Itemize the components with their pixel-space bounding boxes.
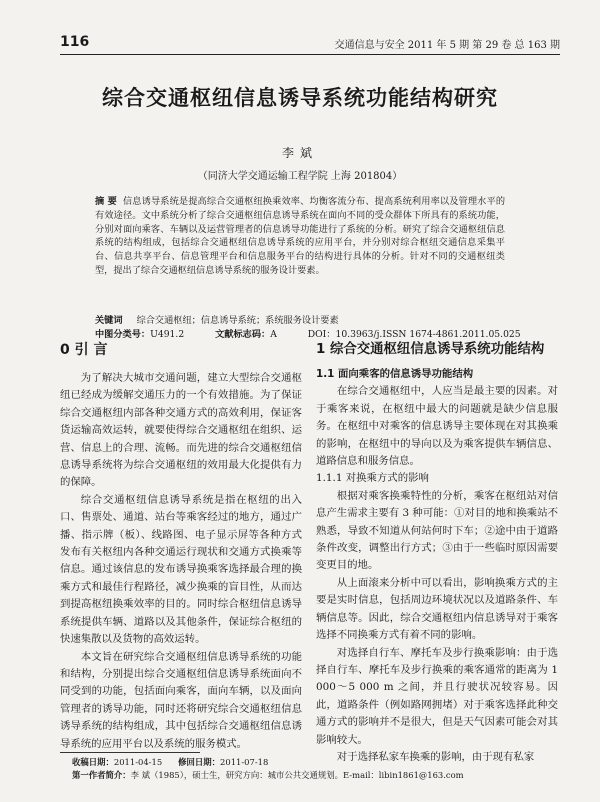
- abstract-label: 摘 要: [95, 196, 117, 207]
- footnote-divider: [60, 752, 200, 753]
- page-number: 116: [60, 34, 90, 50]
- dates-line: [72, 756, 572, 769]
- section-heading-1: 1 综合交通枢纽信息诱导系统功能结构: [316, 342, 545, 357]
- received-label: 收稿日期：: [72, 757, 114, 767]
- footnote: [72, 756, 572, 782]
- intro-paragraph: 为了解决大城市交通问题，建立大型综合交通枢纽已经成为缓解交通压力的一个有效措施。为了保证综合交通枢纽内部各种交通方式的高效利用，保证客货运输高效运转，就要使得综合交通枢纽在组织、运营、信息上的合理、流畅。而先进的综合交通枢纽信息诱导系统将为综合交通枢纽的效用最大化提供有力的保障。: [60, 372, 302, 489]
- received-date: 2011-04-15: [113, 757, 163, 767]
- author-intro-label: 第一作者简介：: [72, 770, 131, 780]
- keywords-label: 关键词: [95, 315, 123, 326]
- left-column: [60, 340, 302, 753]
- journal-info: 交通信息与安全 2011 年 5 期 第 29 卷 总 163 期: [334, 40, 560, 51]
- body-paragraph: 根据对乘客换乘特性的分析，乘客在枢纽站对信息产生需求主要有 3 种可能：①对目的地和换乘站不熟悉，导致不知道从何站何时下车；②途中由于道路条件改变，调整出行方式；③由于一些临时原因需要变更目的地。: [316, 489, 558, 572]
- doi: DOI：10.3963/j.ISSN 1674-4861.2011.05.025: [307, 329, 521, 340]
- abstract-text: 信息诱导系统是提高综合交通枢纽换乘效率、均衡客流分布、提高系统利用率以及管理水平的有效途径。文中系统分析了综合交通枢纽信息诱导系统在面向不同的受众群体下所具有的系统功能，分别对面向乘客、车辆以及运营管理者的信息诱导功能进行了系统的分析。研究了综合交通枢纽信息系统的结构组成，包括综合交通枢纽信息诱导系统的应用平台，并分别对综合枢纽交通信息采集平台、信息共享平台、信息管理平台和信息服务平台的结构进行具体的分析。针对不同的交通枢纽类型，提出了综合交通枢纽信息诱导系统的服务设计要素。: [95, 196, 506, 276]
- intro-paragraph: 综合交通枢纽信息诱导系统是指在枢纽的出入口、售票处、通道、站台等乘客经过的地方，通过广播、指示牌（板）、线路图、电子显示屏等各种方式发布有关枢纽内各种交通运行现状和交通方式换乘等信息。通过该信息的发布诱导换乘客选择最合理的换乘方式和最佳行程路径，减少换乘的盲目性，从而达到提高枢纽换乘效率的目的。同时综合枢纽信息诱导系统提供车辆、道路以及其他条件，保证综合枢纽的快速集散以及货物的高效运转。: [60, 493, 302, 646]
- subsection-heading-1-1-1: 1.1.1 对换乘方式的影响: [316, 472, 429, 485]
- author-intro-line: [72, 769, 572, 782]
- right-column: [316, 340, 558, 766]
- abstract: [95, 195, 505, 278]
- body-paragraph: 对选择自行车、摩托车及步行换乘影响：由于选择自行车、摩托车及步行换乘的乘客通常的距离为 1 000～5 000 m 之间，并且行驶状况较容易。因此，道路条件（例如路网拥堵）对于乘客选择此种交通方式的影响并不是很大，但是天气因素可能会对其影响较大。: [316, 646, 558, 746]
- paper-title: 综合交通枢纽信息诱导系统功能结构研究: [102, 85, 498, 110]
- intro-paragraph: 本文旨在研究综合交通枢纽信息诱导系统的功能和结构，分别提出综合交通枢纽信息诱导系统面向不同受到的功能，包括面向乘客，面向车辆，以及面向管理者的诱导功能，同时还将研究综合交通枢纽信息诱导系统的结构组成，其中包括综合交通枢纽信息诱导系统的应用平台以及系统的服务模式。: [60, 650, 302, 750]
- body-paragraph: 在综合交通枢纽中，人应当是最主要的因素。对于乘客来说，在枢纽中最大的问题就是缺少信息服务。在枢纽中对乘客的信息诱导主要体现在对其换乘的影响，在枢纽中的导向以及为乘客提供车辆信息、道路信息和服务信息。: [316, 385, 558, 468]
- section-heading-intro: 0 引 言: [60, 342, 108, 358]
- revised-date: 2011-07-18: [220, 757, 269, 767]
- keywords-line: [95, 314, 535, 328]
- clc-code: U491.2: [150, 329, 185, 340]
- running-header: [60, 30, 560, 55]
- keywords-and-classification: [95, 314, 535, 342]
- author-intro: 李 斌（1985），硕士生，研究方向：城市公共交通规划。E-mail：libin1861@163.com: [130, 770, 464, 780]
- body-paragraph: 对于选择私家车换乘的影响，由于现有私家: [336, 750, 535, 763]
- keywords-text: 综合交通枢纽；信息诱导系统；系统服务设计要素: [136, 315, 339, 326]
- clc-label: 中图分类号：: [95, 329, 151, 340]
- revised-label: 修回日期：: [178, 757, 221, 767]
- author-affiliation: （同济大学交通运输工程学院 上海 201804）: [197, 171, 403, 182]
- subsection-heading-1-1: 1.1 面向乘客的信息诱导功能结构: [316, 368, 474, 380]
- body-paragraph: 从上面滚来分析中可以看出，影响换乘方式的主要是实时信息，包括周边环境状况以及道路条件、车辆信息等。因此，综合交通枢纽内信息诱导对于乘客选择不同换乘方式有着不同的影响。: [316, 576, 558, 642]
- doc-code: A: [270, 329, 277, 340]
- doc-label: 文献标志码：: [215, 329, 271, 340]
- author-name: 李斌: [281, 146, 318, 160]
